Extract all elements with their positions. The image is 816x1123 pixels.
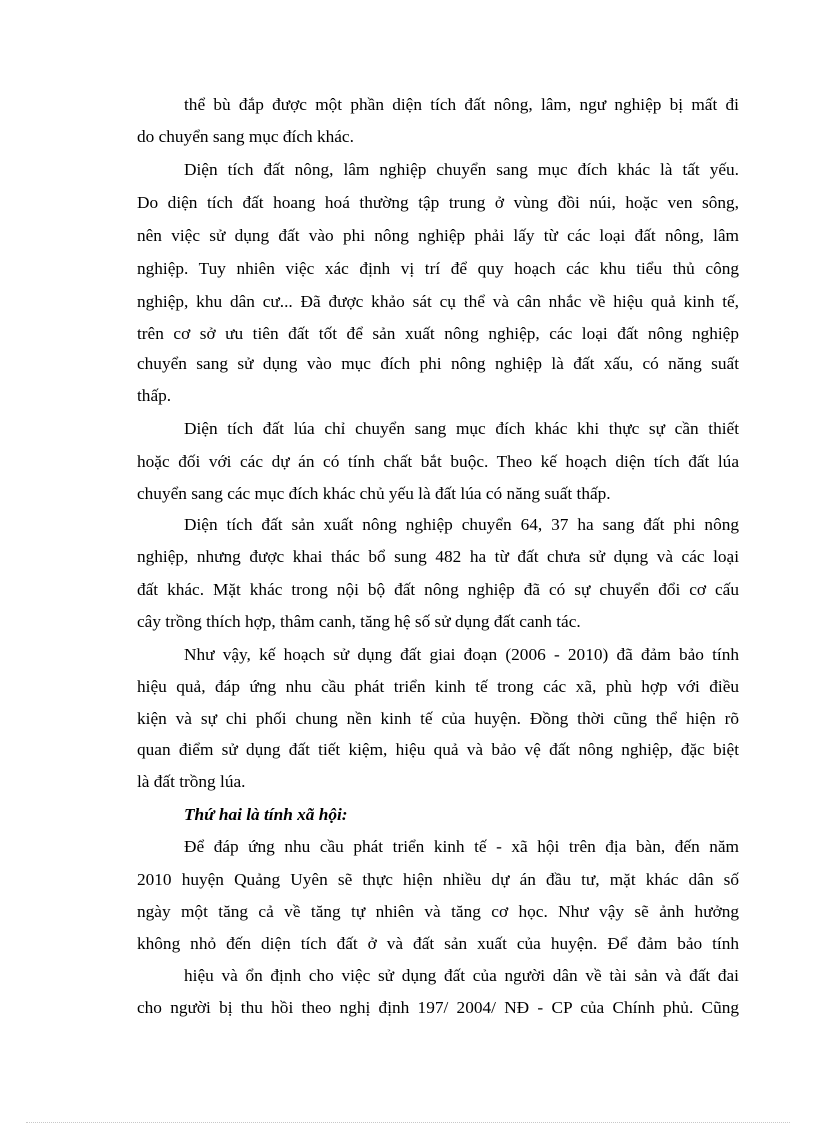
text-line: nên việc sử dụng đất vào phi nông nghiệp phải lấy từ các loại đất nông, lâm <box>137 226 739 245</box>
paragraph-start-line: Như vậy, kế hoạch sử dụng đất giai đoạn (2006 - 2010) đã đảm bảo tính <box>184 645 739 664</box>
text-line: là đất trồng lúa. <box>137 772 246 791</box>
text-line: đất khác. Mặt khác trong nội bộ đất nông nghiệp đã có sự chuyển đổi cơ cấu <box>137 580 739 599</box>
text-line: nghiệp. Tuy nhiên việc xác định vị trí để quy hoạch các khu tiểu thủ công <box>137 259 739 278</box>
text-line: thấp. <box>137 386 172 405</box>
paragraph-start-line: Diện tích đất sản xuất nông nghiệp chuyển 64, 37 ha sang đất phi nông <box>184 515 739 534</box>
paragraph-start-line: Để đáp ứng nhu cầu phát triển kinh tế - xã hội trên địa bàn, đến năm <box>184 837 739 856</box>
text-line: cây trồng thích hợp, thâm canh, tăng hệ số sử dụng đất canh tác. <box>137 612 581 631</box>
text-line: hiệu quả, đáp ứng nhu cầu phát triển kinh tế trong các xã, phù hợp với điều <box>137 677 739 696</box>
text-line: Do diện tích đất hoang hoá thường tập trung ở vùng đồi núi, hoặc ven sông, <box>137 193 739 212</box>
text-line: 2010 huyện Quảng Uyên sẽ thực hiện nhiều dự án đầu tư, mặt khác dân số <box>137 870 739 889</box>
text-line: không nhỏ đến diện tích đất ở và đất sản xuất của huyện. Để đảm bảo tính <box>137 934 739 953</box>
paragraph-start-line: Diện tích đất nông, lâm nghiệp chuyển sang mục đích khác là tất yếu. <box>184 160 739 179</box>
section-heading: Thứ hai là tính xã hội: <box>184 805 348 824</box>
text-line: trên cơ sở ưu tiên đất tốt để sản xuất nông nghiệp, các loại đất nông nghiệp <box>137 324 739 343</box>
paragraph-start-line: hiệu và ổn định cho việc sử dụng đất của người dân về tài sản và đất đai <box>184 966 739 985</box>
text-line: do chuyển sang mục đích khác. <box>137 127 354 146</box>
text-line: chuyển sang các mục đích khác chủ yếu là đất lúa có năng suất thấp. <box>137 484 611 503</box>
paragraph-start-line: Diện tích đất lúa chỉ chuyển sang mục đích khác khi thực sự cần thiết <box>184 419 739 438</box>
text-line: cho người bị thu hồi theo nghị định 197/ 2004/ NĐ - CP của Chính phủ. Cũng <box>137 998 739 1017</box>
text-line: kiện và sự chi phối chung nền kinh tế của huyện. Đồng thời cũng thể hiện rõ <box>137 709 739 728</box>
text-line: nghiệp, khu dân cư... Đã được khảo sát cụ thể và cân nhắc về hiệu quả kinh tế, <box>137 292 739 311</box>
text-line: quan điểm sử dụng đất tiết kiệm, hiệu quả và bảo vệ đất nông nghiệp, đặc biệt <box>137 740 739 759</box>
text-line: ngày một tăng cả về tăng tự nhiên và tăng cơ học. Như vậy sẽ ảnh hưởng <box>137 902 739 921</box>
text-line: nghiệp, nhưng được khai thác bổ sung 482 ha từ đất chưa sử dụng và các loại <box>137 547 739 566</box>
text-line: hoặc đối với các dự án có tính chất bắt buộc. Theo kế hoạch diện tích đất lúa <box>137 452 739 471</box>
text-line: thể bù đắp được một phần diện tích đất nông, lâm, ngư nghiệp bị mất đi <box>184 95 739 114</box>
text-line: chuyển sang sử dụng vào mục đích phi nông nghiệp là đất xấu, có năng suất <box>137 354 739 373</box>
